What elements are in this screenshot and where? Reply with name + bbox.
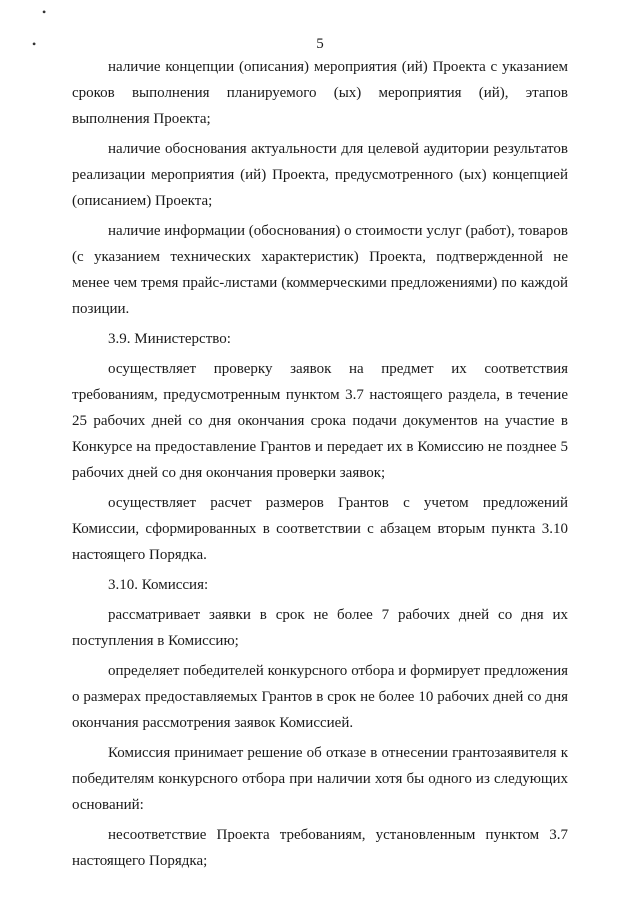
paragraph-ministry-check: осуществляет проверку заявок на предмет их соответствия требованиям, предусмотренным пунктом 3.7 настоящего раздела, в течение 25 рабочих дней со дня окончания срока подачи документов на участие в Конкурсе на предоставление Грантов и передает их в Комиссию не позднее 5 рабочих дней со дня окончания проверки заявок;	[72, 361, 568, 481]
paragraph-relevance: наличие обоснования актуальности для целевой аудитории результатов реализации мероприятия (ий) Проекта, предусмотренного (ых) концепцией (описанием) Проекта;	[72, 141, 568, 209]
page-number: 5	[316, 36, 324, 52]
paragraph-concept: наличие концепции (описания) мероприятия (ий) Проекта с указанием сроков выполнения планируемого (ых) мероприятия (ий), этапов выполнения Проекта;	[72, 59, 568, 127]
document-body	[72, 54, 568, 878]
paragraph-cost-info: наличие информации (обоснования) о стоимости услуг (работ), товаров (с указанием технических характеристик) Проекта, подтвержденной не менее чем тремя прайс-листами (коммерческими предложениями) по каждой позиции.	[72, 223, 568, 317]
scan-mark: •	[32, 37, 37, 51]
paragraph-commission-refusal: Комиссия принимает решение об отказе в отнесении грантозаявителя к победителям конкурсного отбора при наличии хотя бы одного из следующих оснований:	[72, 745, 568, 813]
section-heading-3-10: 3.10. Комиссия:	[108, 577, 209, 593]
paragraph-commission-review: рассматривает заявки в срок не более 7 рабочих дней со дня их поступления в Комиссию;	[72, 607, 568, 649]
paragraph-ministry-calc: осуществляет расчет размеров Грантов с учетом предложений Комиссии, сформированных в соответствии с абзацем вторым пункта 3.10 настоящего Порядка.	[72, 495, 568, 563]
section-heading-3-9: 3.9. Министерство:	[108, 331, 231, 347]
paragraph-commission-winners: определяет победителей конкурсного отбора и формирует предложения о размерах предоставляемых Грантов в срок не более 10 рабочих дней со дня окончания рассмотрения заявок Комиссией.	[72, 663, 568, 731]
scan-mark: •	[42, 5, 47, 19]
paragraph-noncompliance: несоответствие Проекта требованиям, установленным пунктом 3.7 настоящего Порядка;	[72, 827, 568, 869]
